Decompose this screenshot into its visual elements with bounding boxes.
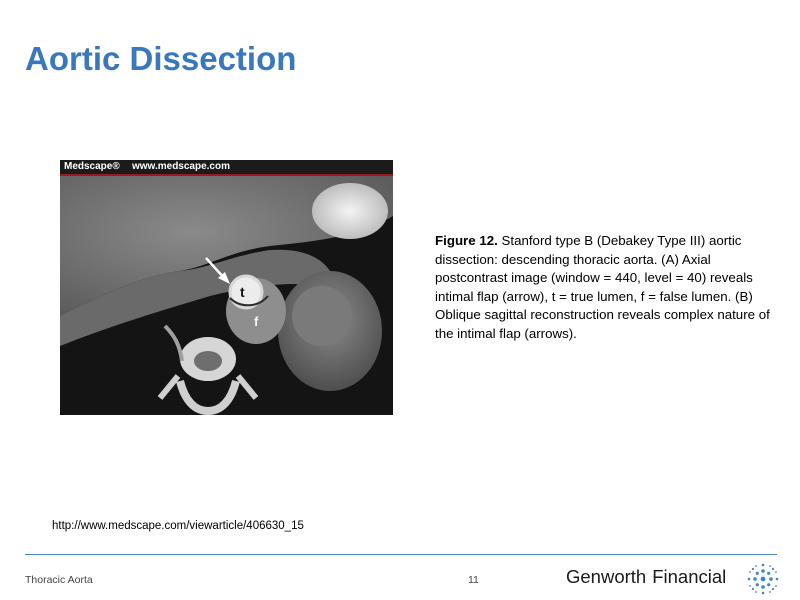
image-header-bar xyxy=(60,160,393,176)
brand-name-financial: Financial xyxy=(652,566,727,587)
slide-title: Aortic Dissection xyxy=(25,40,297,77)
medscape-site: www.medscape.com xyxy=(132,161,230,172)
genworth-brand xyxy=(566,566,726,588)
footer-divider xyxy=(25,554,777,555)
ct-scan-image xyxy=(60,160,393,415)
page-number: 11 xyxy=(468,574,479,586)
source-url: http://www.medscape.com/viewarticle/406630_15 xyxy=(52,520,304,532)
true-lumen-label: t xyxy=(240,284,245,300)
brand-name-genworth: Genworth xyxy=(566,566,647,587)
figure-label: Figure 12. xyxy=(435,233,498,248)
figure-caption xyxy=(435,232,770,344)
medscape-brand: Medscape® xyxy=(64,161,120,172)
footer-section-name: Thoracic Aorta xyxy=(25,574,93,586)
bright-organ xyxy=(312,183,388,239)
figure-caption-text: Stanford type B (Debakey Type III) aortic dissection: descending thoracic aorta. (A) Axial postcontrast image (window = 440, level = 40) reveals intimal flap (arrow), t = true lumen, f = false lumen. (B) Oblique sagittal reconstruction reveals complex nature of the intimal flap (arrows). xyxy=(435,233,770,341)
false-lumen-label: f xyxy=(254,314,259,329)
ct-axial-image xyxy=(60,176,393,415)
genworth-logo-icon xyxy=(746,562,780,596)
